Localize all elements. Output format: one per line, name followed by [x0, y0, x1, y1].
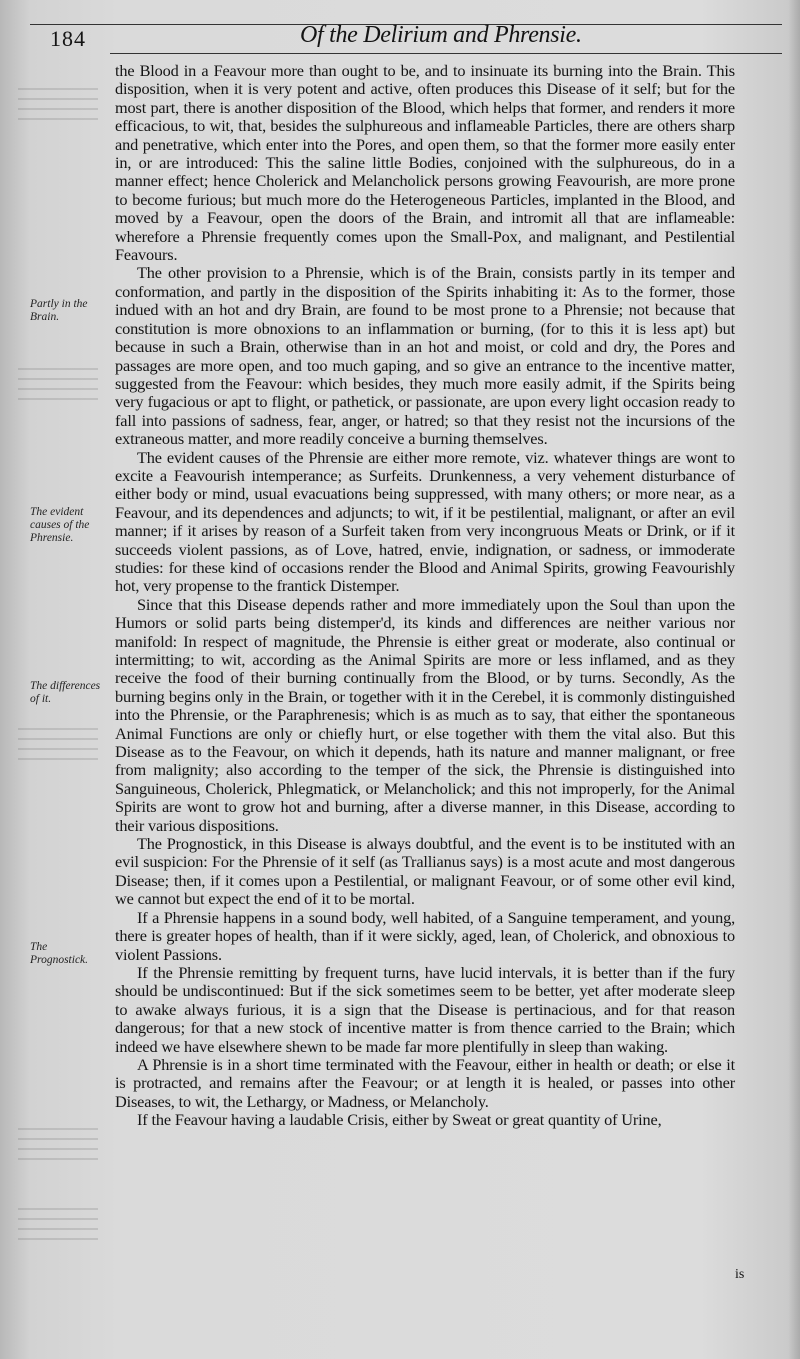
paragraph: The other provision to a Phrensie, which is of the Brain, consists partly in its temper and conformation, and partly in the disposition of the Spirits inhabiting it: As to the former, those indued with an hot and dry Brain, are found to be most prone to a Phrensie; not because that constitution is more obnoxions to an inflammation or burning, (for to this it is less apt) but because in such a Brain, otherwise than in an hot and moist, or cold and dry, the Pores and passages are more open, and too much gaping, and so give an entrance to the incentive matter, suggested from the Feavour: which besides, they much more easily admit, if the Spirits being very fugacious or apt to flight, or pathetick, or passionate, are upon every light occasion ready to fall into passions of sadness, fear, anger, or hatred; so that they resist not the incursions of the extraneous matter, and more readily conceive a burning themselves. [115, 263, 735, 449]
margin-note-brain: Partly in the Brain. [30, 298, 88, 323]
paragraph: The evident causes of the Phrensie are either more remote, viz. whatever things are wont to excite a Feavourish intemperance; as Surfeits. Drunkenness, a very vehement disturbance of either body or mind, usual evacuations being suppressed, with many others; or more near, as a Feavour, and its dependences and adjuncts; to wit, if it be pestilential, malignant, or after an evil manner; if it arises by reason of a Surfeit taken from very incongruous Meats or Drink, or if it succeeds violent passions, as of Love, hatred, envie, indignation, or sadness, or immoderate studies: for these kind of occasions render the Blood and Animal Spirits, growing Feavourishly hot, very propense to the frantick Distemper. [115, 447, 735, 596]
bleed-through-mark [18, 1200, 98, 1240]
paragraph: Since that this Disease depends rather and more immediately upon the Soul than upon the Humors or solid parts being distemper'd, its kinds and differences are neither various nor manifold: In respect of magnitude, the Phrensie is either great or moderate, also continual or intermitting; to wit, according as the Animal Spirits are more or less inflamed, and as they receive the food of their burning continually from the Blood, or by turns. Secondly, As the burning begins only in the Brain, or together with it in the Cerebel, it is commonly distinguished into the Phrensie, or the Paraphrenesis; which is as much as to say, that either the spontaneous Animal Functions are only or chiefly hurt, or else together with them the vital also. But this Disease as to the Feavour, on which it depends, hath its nature and manner malignant, or free from malignity; also according to the temper of the sick, the Phrensie is distinguished into Sanguineous, Cholerick, Phlegmatick, or Melancholick; and this not improperly, for the Animal Spirits are wont to grow hot and burning, after a diverse manner, in this Disease, according to their various dispositions. [115, 594, 735, 835]
page-number: 184 [50, 26, 86, 51]
bleed-through-mark [18, 720, 98, 760]
page-edge-shadow [788, 0, 800, 1359]
paragraph: If the Feavour having a laudable Crisis, either by Sweat or great quantity of Urine, [137, 1110, 662, 1130]
paragraph: A Phrensie is in a short time terminated with the Feavour, either in health or death; or else it is protracted, and remains after the Feavour; or at length it is healed, or passes into other Diseases, to wit, the Lethargy, or Madness, or Melancholy. [115, 1054, 735, 1111]
bleed-through-mark [18, 80, 98, 120]
paragraph: The Prognostick, in this Disease is always doubtful, and the event is to be instituted with an evil suspicion: For the Phrensie of it self (as Trallianus says) is a most acute and most dangerous Disease; then, if it comes upon a Pestilential, or malignant Feavour, or of some other evil kind, we cannot but expect the end of it to be mortal. [115, 834, 735, 909]
paragraph: If the Phrensie remitting by frequent turns, have lucid intervals, it is better than if the fury should be undiscontinued: But if the sick sometimes seem to be better, yet after moderate sleep to awake always furious, it is a sign that the Disease is pertinacious, and for that reason dangerous; for that a new stock of incentive matter is from thence carried to the Brain; which indeed we have elsewhere shewn to be made far more plentifully in sleep than waking. [115, 962, 735, 1056]
bleed-through-mark [18, 360, 98, 400]
margin-note-prognostick: The Prognostick. [30, 941, 89, 966]
running-head: Of the Delirium and Phrensie. [300, 22, 582, 48]
margin-note-differences: The differences of it. [30, 680, 101, 705]
catchword: is [735, 1267, 745, 1282]
header-bottom-rule [110, 53, 782, 54]
body-text [115, 62, 735, 1130]
bleed-through-mark [18, 1120, 98, 1160]
paragraph: the Blood in a Feavour more than ought to be, and to insinuate its burning into the Brain. This disposition, when it is very potent and active, often produces this Disease of it self; but for the most part, there is another disposition of the Blood, which helps that former, and renders it more efficacious, to wit, that, besides the sulphureous and inflameable Particles, there are others sharp and penetrative, which enter into the Pores, and open them, so that the former more easily enter in, or are introduced: This the saline little Bodies, conjoined with the sulphureous, do in a manner effect; hence Cholerick and Melancholick persons growing Feavourish, are more prone to become furious; but much more do the Heterogeneous Particles, implanted in the Blood, and moved by a Feavour, open the doors of the Brain, and intromit all that are inflameable: wherefore a Phrensie frequently comes upon the Small-Pox, and malignant, and Pestilential Feavours. [115, 61, 735, 265]
paragraph: If a Phrensie happens in a sound body, well habited, of a Sanguine temperament, and young, there is greater hopes of health, than if it were sickly, aged, lean, of Cholerick, and obnoxious to violent Passions. [115, 907, 735, 964]
margin-note-evident-causes: The evident causes of the Phrensie. [30, 506, 90, 544]
